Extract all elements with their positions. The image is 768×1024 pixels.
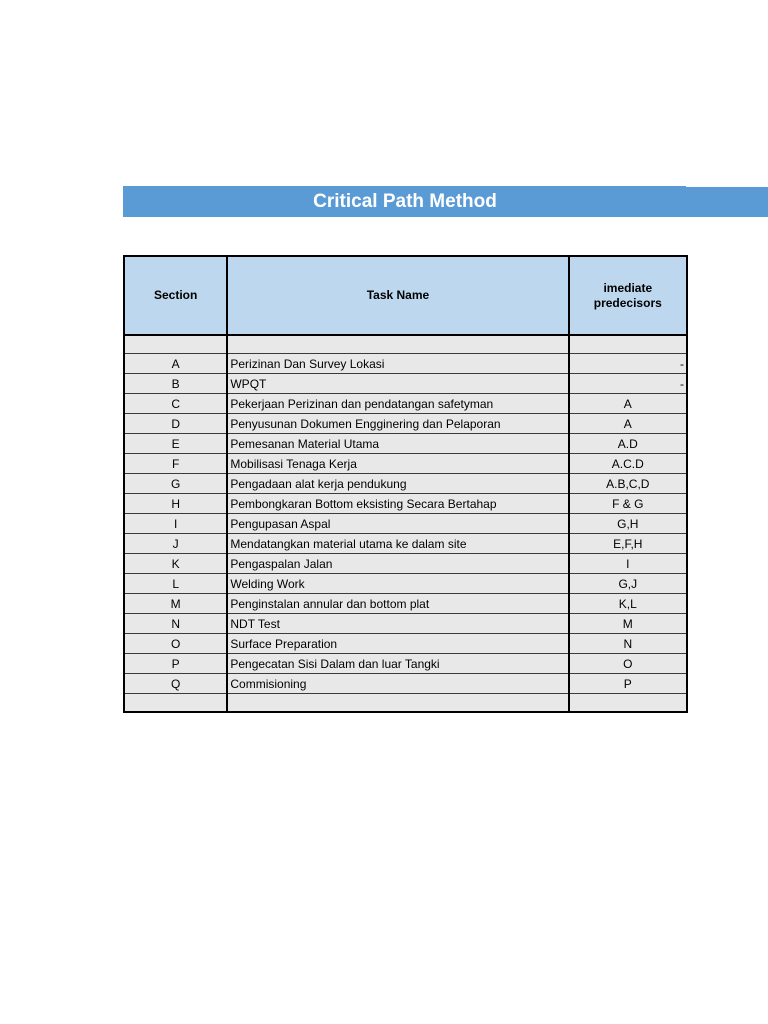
section-cell: E [124, 434, 227, 454]
table-row [124, 674, 687, 694]
predecessor-cell: A [569, 394, 687, 414]
cpm-table [123, 255, 688, 713]
task-name-cell: Pengupasan Aspal [227, 514, 568, 534]
task-name-cell: Pengadaan alat kerja pendukung [227, 474, 568, 494]
task-name-cell: Pengaspalan Jalan [227, 554, 568, 574]
header-row [124, 256, 687, 335]
predecessor-cell: O [569, 654, 687, 674]
predecessor-cell: M [569, 614, 687, 634]
predecessor-cell: N [569, 634, 687, 654]
table-body [124, 335, 687, 712]
table-row [124, 394, 687, 414]
empty-row-top [124, 335, 687, 354]
table-row [124, 594, 687, 614]
empty-cell [124, 694, 227, 713]
table-row [124, 414, 687, 434]
predecessor-cell: - [569, 374, 687, 394]
page-title: Critical Path Method [313, 191, 497, 212]
task-name-cell: Mobilisasi Tenaga Kerja [227, 454, 568, 474]
header-task-name: Task Name [227, 256, 568, 335]
section-cell: H [124, 494, 227, 514]
section-cell: G [124, 474, 227, 494]
table-row [124, 514, 687, 534]
task-name-cell: Welding Work [227, 574, 568, 594]
table-row [124, 654, 687, 674]
table-row [124, 474, 687, 494]
task-name-cell: NDT Test [227, 614, 568, 634]
section-cell: I [124, 514, 227, 534]
table-row [124, 374, 687, 394]
task-name-cell: WPQT [227, 374, 568, 394]
section-cell: F [124, 454, 227, 474]
task-name-cell: Pembongkaran Bottom eksisting Secara Bertahap [227, 494, 568, 514]
task-name-cell: Penyusunan Dokumen Engginering dan Pelaporan [227, 414, 568, 434]
section-cell: B [124, 374, 227, 394]
title-bar-edge [686, 186, 768, 187]
section-cell: O [124, 634, 227, 654]
predecessor-cell: A.B,C,D [569, 474, 687, 494]
header-predecessors: imediate predecisors [569, 256, 687, 335]
table-row [124, 534, 687, 554]
section-cell: J [124, 534, 227, 554]
table-row [124, 634, 687, 654]
section-cell: P [124, 654, 227, 674]
header-section: Section [124, 256, 227, 335]
table-row [124, 554, 687, 574]
task-name-cell: Pengecatan Sisi Dalam dan luar Tangki [227, 654, 568, 674]
empty-cell [569, 694, 687, 713]
task-name-cell: Mendatangkan material utama ke dalam site [227, 534, 568, 554]
table-row [124, 574, 687, 594]
empty-cell [124, 335, 227, 354]
predecessor-cell: E,F,H [569, 534, 687, 554]
predecessor-cell: A.D [569, 434, 687, 454]
section-cell: L [124, 574, 227, 594]
title-bar [123, 185, 768, 217]
section-cell: K [124, 554, 227, 574]
task-name-cell: Pekerjaan Perizinan dan pendatangan safetyman [227, 394, 568, 414]
section-cell: M [124, 594, 227, 614]
section-cell: D [124, 414, 227, 434]
empty-cell [227, 694, 568, 713]
task-name-cell: Pemesanan Material Utama [227, 434, 568, 454]
empty-cell [227, 335, 568, 354]
table-row [124, 434, 687, 454]
section-cell: A [124, 354, 227, 374]
section-cell: N [124, 614, 227, 634]
section-cell: C [124, 394, 227, 414]
table-row [124, 454, 687, 474]
empty-row-bottom [124, 694, 687, 713]
predecessor-cell: G,H [569, 514, 687, 534]
predecessor-cell: F & G [569, 494, 687, 514]
predecessor-cell: P [569, 674, 687, 694]
table-row [124, 614, 687, 634]
predecessor-cell: G,J [569, 574, 687, 594]
table-row [124, 354, 687, 374]
task-name-cell: Surface Preparation [227, 634, 568, 654]
task-name-cell: Penginstalan annular dan bottom plat [227, 594, 568, 614]
section-cell: Q [124, 674, 227, 694]
task-name-cell: Commisioning [227, 674, 568, 694]
predecessor-cell: A.C.D [569, 454, 687, 474]
predecessor-cell: - [569, 354, 687, 374]
predecessor-cell: K,L [569, 594, 687, 614]
predecessor-cell: I [569, 554, 687, 574]
task-name-cell: Perizinan Dan Survey Lokasi [227, 354, 568, 374]
predecessor-cell: A [569, 414, 687, 434]
empty-cell [569, 335, 687, 354]
table-row [124, 494, 687, 514]
